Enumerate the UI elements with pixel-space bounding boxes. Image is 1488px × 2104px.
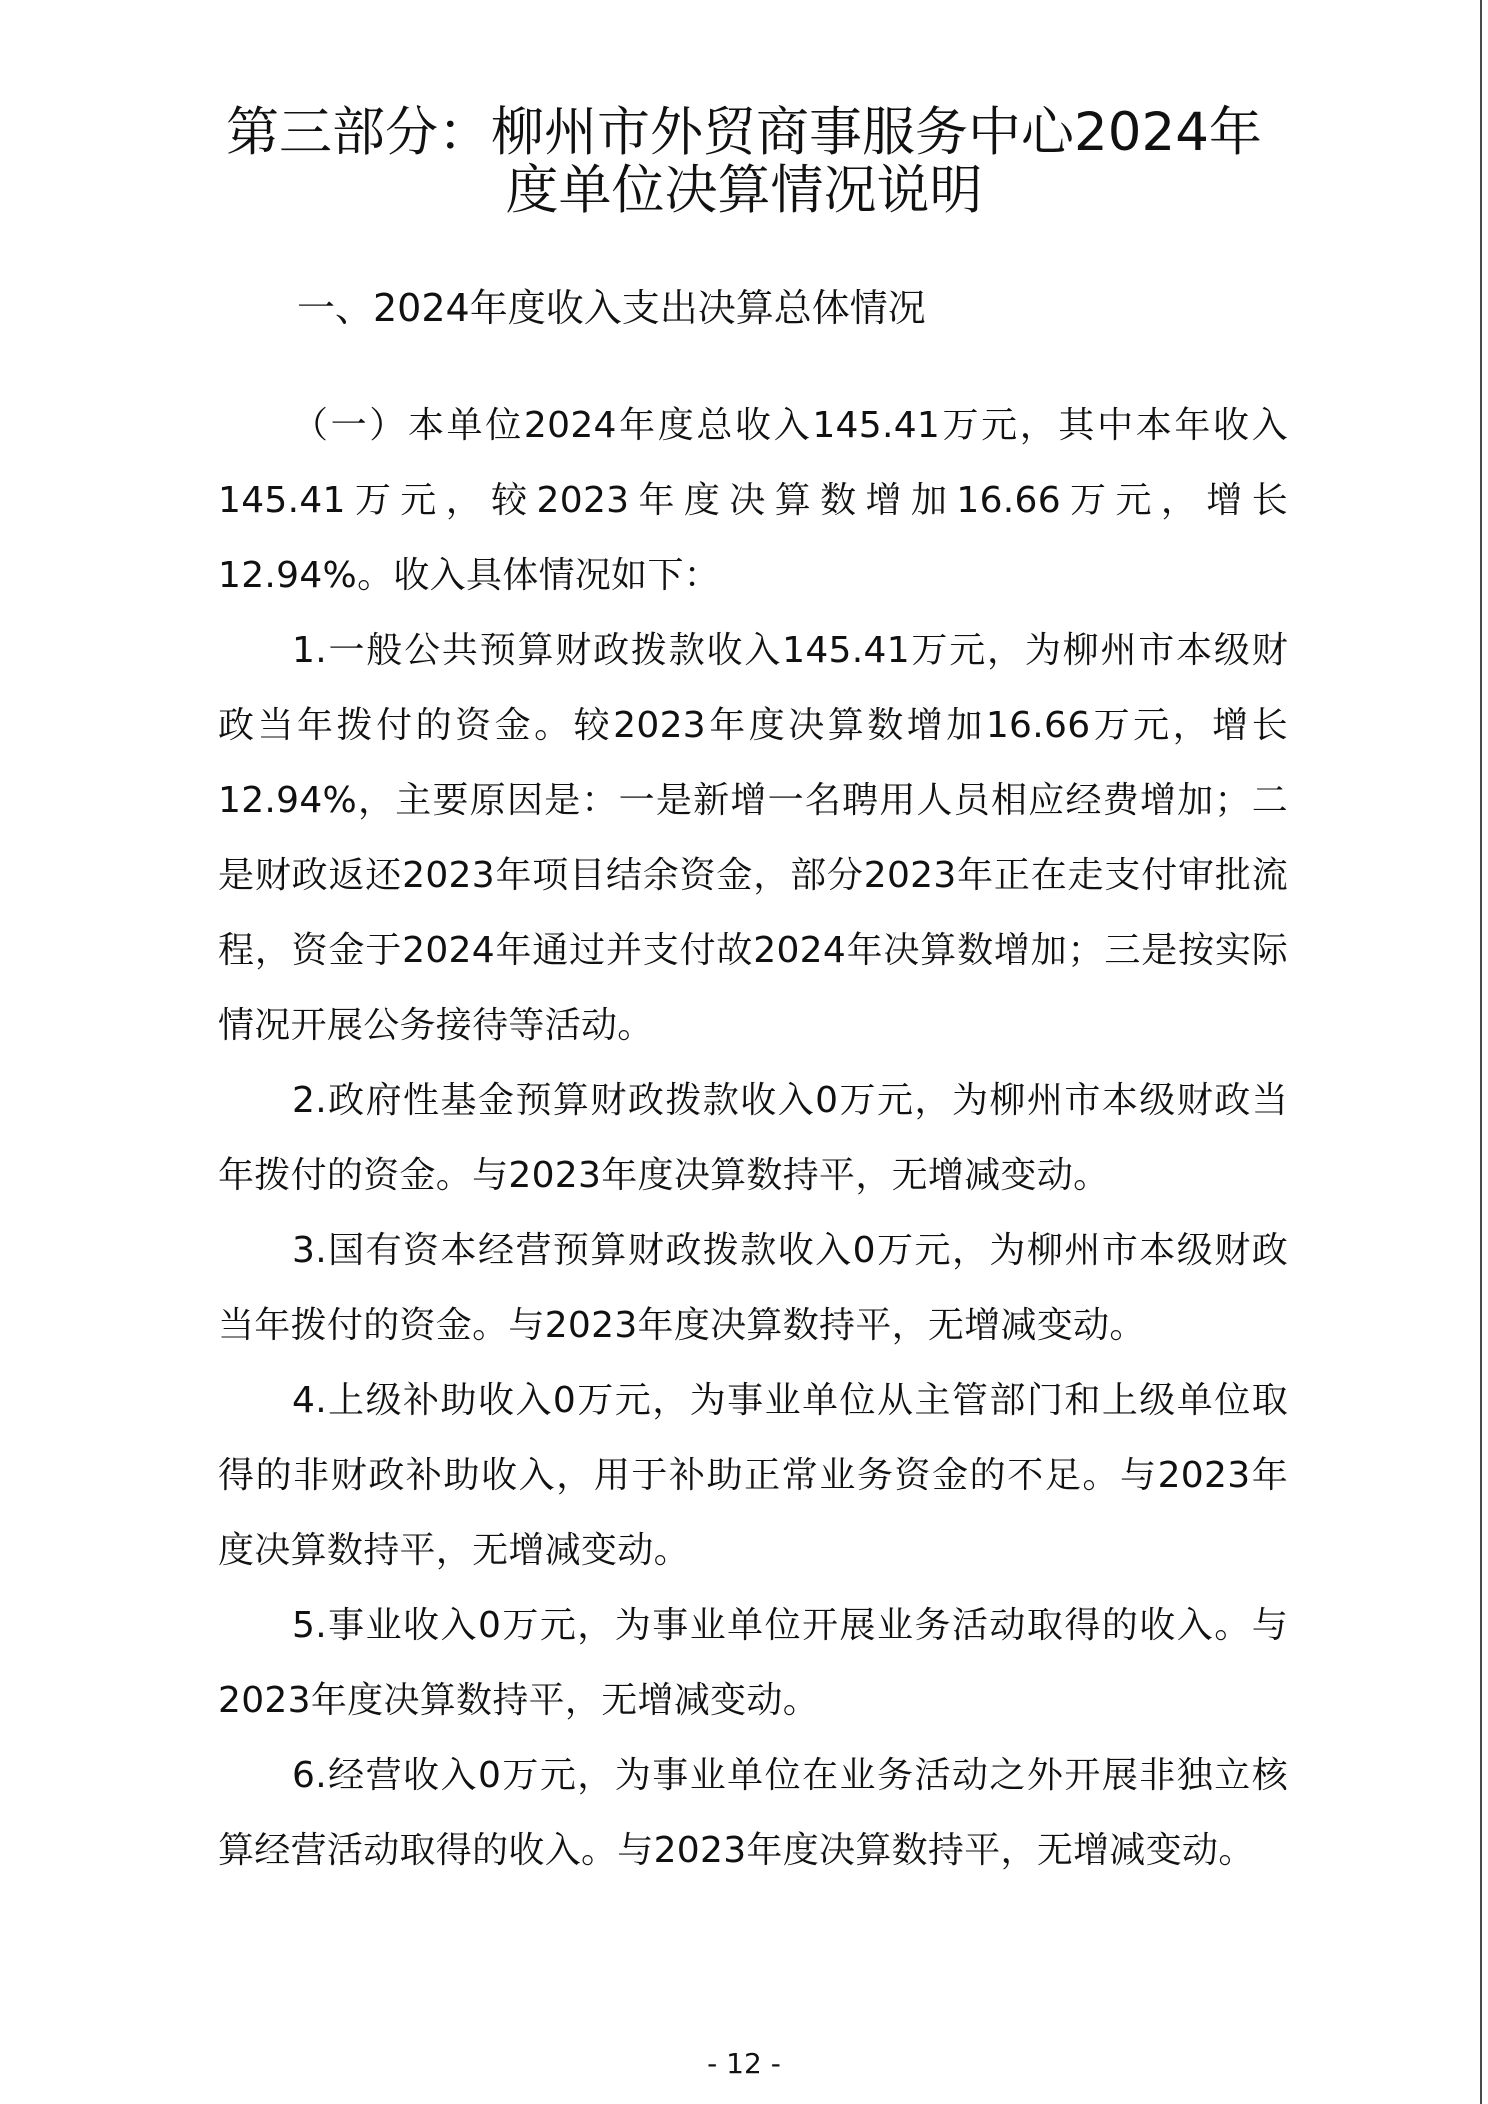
paragraph-general-budget: 1.一般公共预算财政拨款收入145.41万元，为柳州市本级财政当年拨付的资金。较2023年度决算数增加16.66万元，增长12.94%，主要原因是：一是新增一名聘用人员相应经费增加；二是财政返还2023年项目结余资金，部分2023年正在走支付审批流程，资金于2024年通过并支付故2024年决算数增加；三是按实际情况开展公务接待等活动。: [218, 630, 1288, 1046]
paragraph-superior-subsidy: 4.上级补助收入0万元，为事业单位从主管部门和上级单位取得的非财政补助收入，用于补助正常业务资金的不足。与2023年度决算数持平，无增减变动。: [218, 1380, 1288, 1571]
paragraph-government-fund: 2.政府性基金预算财政拨款收入0万元，为柳州市本级财政当年拨付的资金。与2023年度决算数持平，无增减变动。: [218, 1080, 1288, 1196]
section-heading: 一、2024年度收入支出决算总体情况: [297, 286, 926, 330]
paragraph-state-capital: 3.国有资本经营预算财政拨款收入0万元，为柳州市本级财政当年拨付的资金。与2023年度决算数持平，无增减变动。: [218, 1230, 1288, 1346]
paragraph-business-income: 5.事业收入0万元，为事业单位开展业务活动取得的收入。与2023年度决算数持平，无增减变动。: [218, 1605, 1288, 1721]
paragraph-total-income: （一）本单位2024年度总收入145.41万元，其中本年收入145.41万元，较2023年度决算数增加16.66万元，增长12.94%。收入具体情况如下：: [218, 405, 1288, 596]
paragraph-operating-income: 6.经营收入0万元，为事业单位在业务活动之外开展非独立核算经营活动取得的收入。与2023年度决算数持平，无增减变动。: [218, 1755, 1288, 1871]
document-body: [218, 388, 1288, 1888]
page-title-line-2: 度单位决算情况说明: [505, 160, 983, 221]
page-title-line-1: 第三部分：柳州市外贸商事服务中心2024年: [226, 102, 1262, 163]
page-edge-line: [1480, 0, 1482, 2104]
page-number: - 12 -: [707, 2047, 781, 2080]
